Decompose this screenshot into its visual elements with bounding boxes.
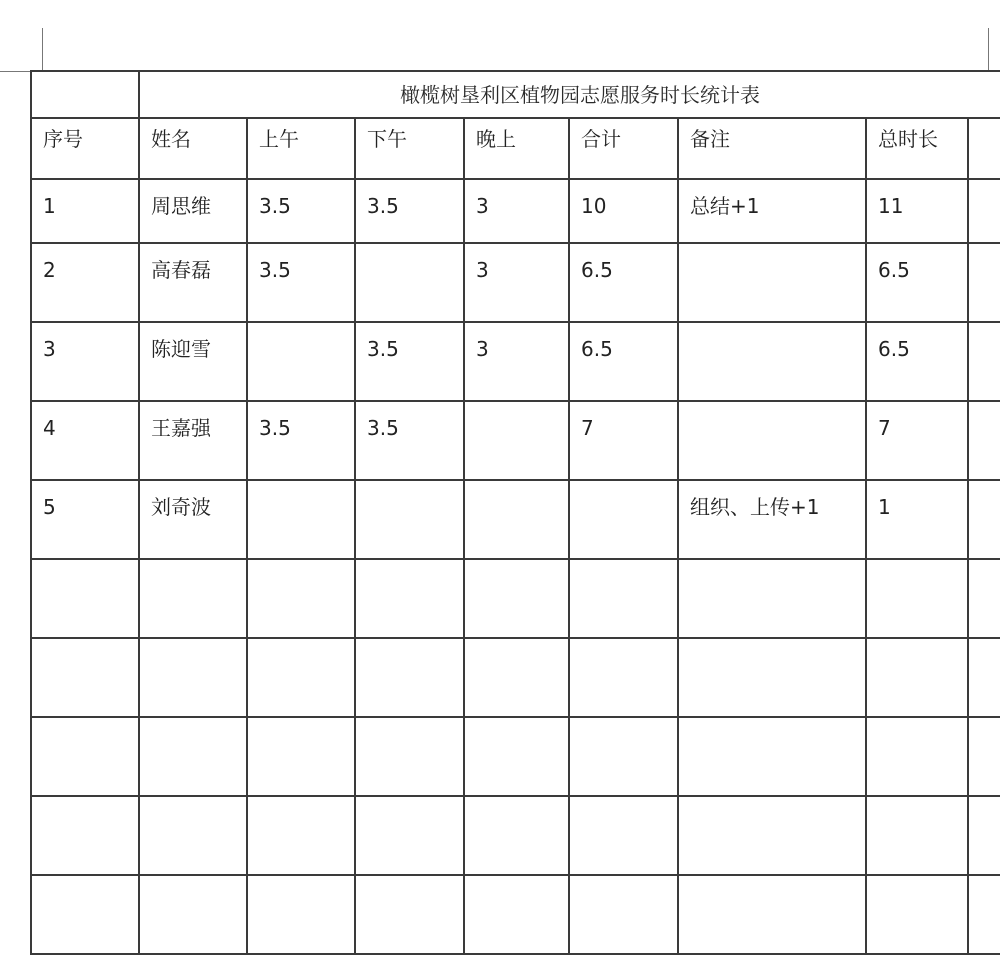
table-cell[interactable]: 4 [31, 401, 139, 480]
table-cell[interactable] [678, 638, 866, 717]
table-cell[interactable]: 高春磊 [139, 243, 247, 322]
table-cell[interactable]: 3.5 [247, 243, 355, 322]
column-header[interactable]: 姓名 [139, 118, 247, 179]
table-cell[interactable] [968, 179, 1000, 243]
table-cell[interactable]: 6.5 [866, 322, 968, 401]
table-cell[interactable]: 3.5 [247, 179, 355, 243]
margin-guide-left [42, 28, 43, 72]
column-header[interactable]: 晚上 [464, 118, 569, 179]
table-cell[interactable]: 3.5 [355, 322, 464, 401]
table-cell[interactable] [678, 322, 866, 401]
table-cell[interactable] [355, 875, 464, 954]
table-cell[interactable] [678, 243, 866, 322]
table-cell[interactable] [247, 717, 355, 796]
table-cell[interactable] [355, 717, 464, 796]
table-cell[interactable] [968, 401, 1000, 480]
margin-guide-right [988, 28, 989, 72]
table-cell[interactable]: 6.5 [569, 243, 678, 322]
table-cell[interactable] [866, 559, 968, 638]
margin-guide-top [0, 71, 32, 72]
table-cell[interactable]: 7 [866, 401, 968, 480]
table-cell[interactable] [569, 480, 678, 559]
table-cell[interactable] [968, 480, 1000, 559]
table-cell[interactable] [247, 559, 355, 638]
table-cell[interactable] [968, 875, 1000, 954]
table-cell[interactable] [464, 401, 569, 480]
table-cell[interactable] [31, 559, 139, 638]
table-row [31, 322, 1000, 401]
table-cell[interactable] [31, 717, 139, 796]
table-cell[interactable] [866, 638, 968, 717]
table-cell[interactable] [464, 717, 569, 796]
header-row [31, 118, 1000, 179]
table-cell[interactable] [355, 243, 464, 322]
table-cell[interactable]: 6.5 [569, 322, 678, 401]
column-header[interactable] [968, 118, 1000, 179]
table-row [31, 179, 1000, 243]
table-cell[interactable] [139, 875, 247, 954]
table-cell[interactable] [31, 71, 139, 118]
table-cell[interactable] [464, 559, 569, 638]
table-cell[interactable]: 组织、上传+1 [678, 480, 866, 559]
table-row [31, 480, 1000, 559]
table-cell[interactable] [247, 480, 355, 559]
table-cell[interactable] [355, 559, 464, 638]
table-cell[interactable]: 3.5 [247, 401, 355, 480]
column-header[interactable]: 总时长 [866, 118, 968, 179]
table-cell[interactable] [464, 480, 569, 559]
table-cell[interactable] [569, 796, 678, 875]
column-header[interactable]: 合计 [569, 118, 678, 179]
table-row [31, 638, 1000, 717]
table-cell[interactable] [464, 796, 569, 875]
table-cell[interactable] [247, 322, 355, 401]
table-cell[interactable] [31, 638, 139, 717]
table-cell[interactable] [464, 875, 569, 954]
table-cell[interactable] [968, 243, 1000, 322]
table-cell[interactable] [968, 796, 1000, 875]
table-cell[interactable] [678, 875, 866, 954]
table-cell[interactable]: 6.5 [866, 243, 968, 322]
table-cell[interactable] [464, 638, 569, 717]
table-cell[interactable] [968, 559, 1000, 638]
table-cell[interactable] [139, 796, 247, 875]
table-title[interactable]: 橄榄树垦利区植物园志愿服务时长统计表 [139, 71, 1000, 118]
table-cell[interactable]: 2 [31, 243, 139, 322]
table-cell[interactable] [247, 875, 355, 954]
table-row [31, 243, 1000, 322]
table-cell[interactable]: 1 [31, 179, 139, 243]
table-cell[interactable] [968, 322, 1000, 401]
volunteer-hours-table [30, 70, 1000, 955]
table-cell[interactable] [355, 796, 464, 875]
table-cell[interactable] [355, 638, 464, 717]
table-cell[interactable] [678, 717, 866, 796]
table-row [31, 401, 1000, 480]
table-cell[interactable]: 刘奇波 [139, 480, 247, 559]
column-header[interactable]: 备注 [678, 118, 866, 179]
column-header[interactable]: 上午 [247, 118, 355, 179]
table-cell[interactable]: 11 [866, 179, 968, 243]
table-cell[interactable] [569, 559, 678, 638]
table-cell[interactable]: 陈迎雪 [139, 322, 247, 401]
table-row [31, 875, 1000, 954]
table-cell[interactable] [247, 638, 355, 717]
table-cell[interactable] [569, 717, 678, 796]
table-cell[interactable]: 1 [866, 480, 968, 559]
table-cell[interactable]: 3.5 [355, 179, 464, 243]
table-cell[interactable] [866, 875, 968, 954]
table-cell[interactable]: 总结+1 [678, 179, 866, 243]
title-row [31, 71, 1000, 118]
table-cell[interactable]: 3.5 [355, 401, 464, 480]
table-cell[interactable] [139, 638, 247, 717]
table-cell[interactable]: 王嘉强 [139, 401, 247, 480]
table-cell[interactable]: 5 [31, 480, 139, 559]
table-cell[interactable]: 10 [569, 179, 678, 243]
table-cell[interactable]: 3 [464, 322, 569, 401]
table-cell[interactable] [139, 717, 247, 796]
column-header[interactable]: 序号 [31, 118, 139, 179]
table-row [31, 717, 1000, 796]
table-cell[interactable] [866, 717, 968, 796]
table-cell[interactable] [678, 401, 866, 480]
table-cell[interactable] [968, 638, 1000, 717]
column-header[interactable]: 下午 [355, 118, 464, 179]
table-cell[interactable]: 3 [464, 179, 569, 243]
table-cell[interactable] [247, 796, 355, 875]
table-cell[interactable]: 3 [464, 243, 569, 322]
table-cell[interactable]: 3 [31, 322, 139, 401]
table-cell[interactable] [569, 875, 678, 954]
table-cell[interactable]: 7 [569, 401, 678, 480]
table-cell[interactable] [866, 796, 968, 875]
table-row [31, 559, 1000, 638]
table-cell[interactable] [678, 559, 866, 638]
table-cell[interactable] [569, 638, 678, 717]
table-cell[interactable] [139, 559, 247, 638]
table-cell[interactable] [678, 796, 866, 875]
table-cell[interactable] [355, 480, 464, 559]
table-cell[interactable] [968, 717, 1000, 796]
table-cell[interactable] [31, 796, 139, 875]
table-cell[interactable]: 周思维 [139, 179, 247, 243]
table-cell[interactable] [31, 875, 139, 954]
table-row [31, 796, 1000, 875]
